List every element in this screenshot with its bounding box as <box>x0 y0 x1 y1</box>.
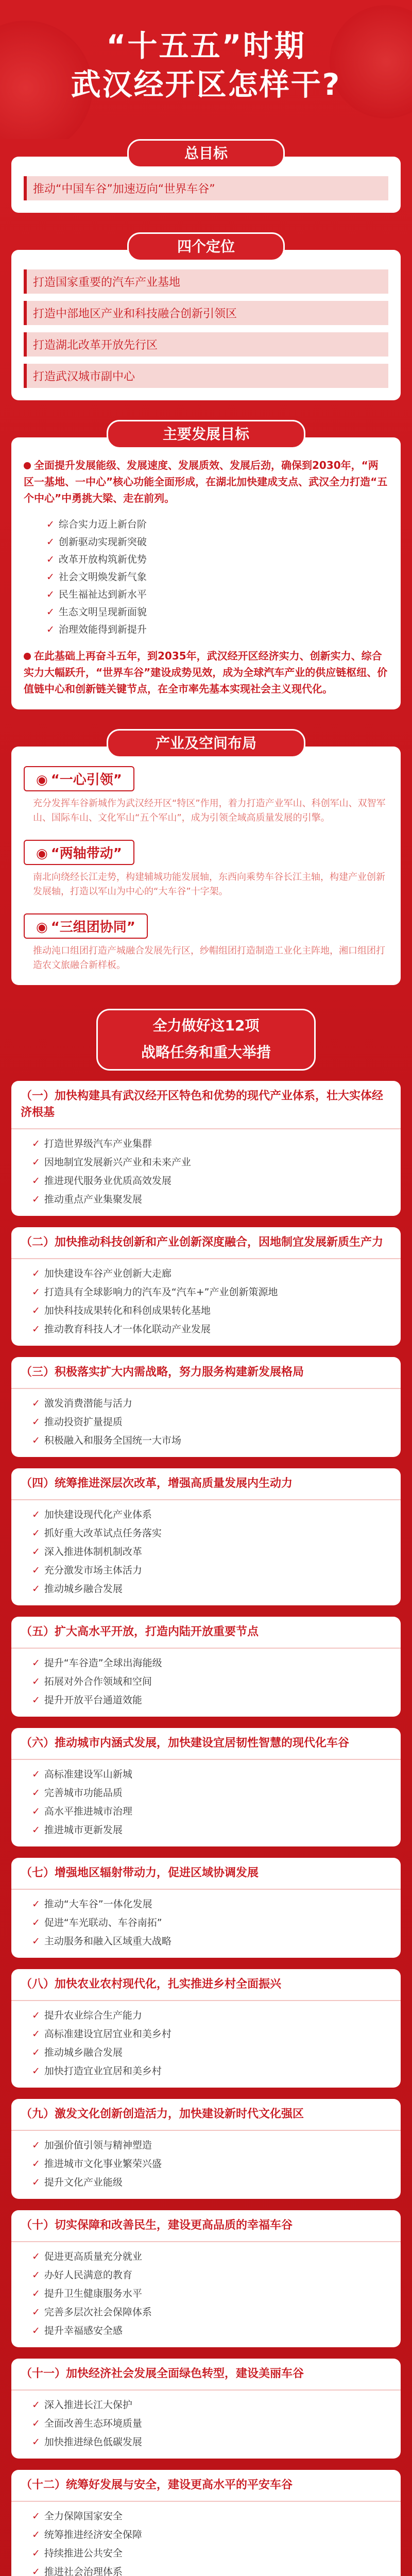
check-icon: ✓ <box>32 2158 40 2170</box>
bullet-dot-icon <box>24 462 31 469</box>
task-card <box>11 2210 401 2347</box>
task-item <box>32 1561 388 1580</box>
check-icon: ✓ <box>32 2529 40 2540</box>
task-item <box>32 1505 388 1524</box>
task-item-text: 深入推进体制机制改革 <box>44 1546 142 1557</box>
check-icon: ✓ <box>32 1676 40 1687</box>
checklist-item: ✓ 治理效能得到新提升 <box>46 624 147 635</box>
task-items <box>11 1890 401 1951</box>
check-icon: ✓ <box>32 2325 40 2336</box>
check-icon: ✓ <box>32 1546 40 1557</box>
task-item <box>32 2544 388 2563</box>
task-item <box>32 1134 388 1153</box>
check-icon: ✓ <box>46 554 55 565</box>
check-icon: ✓ <box>32 1398 40 1409</box>
page-title <box>0 27 412 105</box>
tasks-title-line-2: 战略任务和重大举措 <box>141 1044 271 1061</box>
check-icon: ✓ <box>32 2065 40 2077</box>
task-items <box>11 1500 401 1598</box>
main-goals-text-2: 在此基础上再奋斗五年，到2035年，武汉经开区经济实力、创新实力、综合实力大幅跃升，“世界车谷”建设成势见效，成为全球汽车产业的供应链枢纽、价值链中心和创新链关键节点，在全市率先基本实现社会主义现代化。 <box>24 650 388 695</box>
layout-item <box>24 766 388 825</box>
layout-tag: ◉ “三组团协同” <box>24 913 148 939</box>
layout-desc: 推动沌口组团打造产城融合发展先行区，纱帽组团打造制造工业化主阵地，湘口组团打造农文旅融合新样板。 <box>33 945 385 971</box>
check-icon: ✓ <box>32 1583 40 1595</box>
task-heading: （八）加快农业农村现代化，扎实推进乡村全面振兴 <box>11 1969 401 2001</box>
task-item-text: 统筹推进经济安全保障 <box>44 2529 142 2540</box>
task-item <box>32 1913 388 1932</box>
task-list <box>0 1081 412 2576</box>
task-item-text: 拓展对外合作领域和空间 <box>44 1676 152 1687</box>
task-item <box>32 2043 388 2062</box>
task-card <box>11 1728 401 1846</box>
task-item-text: 完善城市功能品质 <box>44 1787 123 1799</box>
task-item-text: 推动城乡融合发展 <box>44 2047 123 2058</box>
checklist-item: ✓ 改革开放构筑新优势 <box>46 554 147 565</box>
task-heading: （七）增强地区辐射带动力，促进区域协调发展 <box>11 1858 401 1890</box>
task-heading: （十）切实保障和改善民生，建设更高品质的幸福车谷 <box>11 2210 401 2242</box>
checklist-item: ✓ 生态文明呈现新面貌 <box>46 606 147 618</box>
check-icon: ✓ <box>32 1157 40 1168</box>
layout-tag: ◉ “一心引领” <box>24 766 134 791</box>
task-item <box>32 1895 388 1913</box>
checklist-item: ✓ 创新驱动实现新突破 <box>46 536 147 548</box>
task-item-text: 提升卫生健康服务水平 <box>44 2288 142 2299</box>
check-icon: ✓ <box>32 1416 40 1428</box>
task-item-text: 推动教育科技人才一体化联动产业发展 <box>44 1324 211 1335</box>
check-icon: ✓ <box>46 606 55 618</box>
four-positions-card <box>11 250 401 400</box>
task-item <box>32 1932 388 1951</box>
position-item: 打造中部地区产业和科技融合创新引领区 <box>24 301 388 325</box>
check-icon: ✓ <box>32 1824 40 1836</box>
check-icon: ✓ <box>32 2028 40 2040</box>
main-goals-text-1: 全面提升发展能级、发展速度、发展质效、发展后劲，确保到2030年，“两区一基地、一中心”核心功能全面形成，在湖北加快建成支点、武汉全力打造“五个中心”中勇挑大梁、走在前列。 <box>24 459 388 504</box>
task-item <box>32 1283 388 1301</box>
check-icon: ✓ <box>32 1305 40 1316</box>
task-item-text: 加快建设车谷产业创新大走廊 <box>44 1268 171 1279</box>
task-item <box>32 2563 388 2576</box>
check-icon: ✓ <box>32 1899 40 1910</box>
task-item-text: 全力保障国家安全 <box>44 2511 123 2522</box>
check-icon: ✓ <box>32 1138 40 1149</box>
task-item-text: 高水平推进城市治理 <box>44 1806 132 1817</box>
task-item <box>32 2507 388 2526</box>
task-card <box>11 1858 401 1958</box>
task-item-text: 全面改善生态环境质量 <box>44 2418 142 2429</box>
position-item: 打造国家重要的汽车产业基地 <box>24 269 388 294</box>
task-item <box>32 1320 388 1338</box>
main-goals-title: 主要发展目标 <box>107 420 305 449</box>
task-card <box>11 1468 401 1605</box>
check-icon: ✓ <box>46 571 55 583</box>
check-icon: ✓ <box>32 2436 40 2448</box>
task-item-text: 持续推进公共安全 <box>44 2548 123 2559</box>
task-item <box>32 1431 388 1450</box>
check-icon: ✓ <box>32 1435 40 1446</box>
check-icon: ✓ <box>32 1806 40 1817</box>
main-goals-section <box>0 420 412 709</box>
check-icon: ✓ <box>46 536 55 548</box>
title-line-2: 武汉经开区怎样干? <box>71 67 341 103</box>
task-heading: （五）扩大高水平开放，打造内陆开放重要节点 <box>11 1617 401 1649</box>
task-item <box>32 2247 388 2266</box>
task-item <box>32 1413 388 1431</box>
task-item-text: 打造具有全球影响力的汽车及“汽车+”产业创新策源地 <box>44 1286 278 1298</box>
check-icon: ✓ <box>32 2269 40 2281</box>
task-item <box>32 2006 388 2025</box>
task-item-text: 促进“车光联动、车谷南拓” <box>44 1917 162 1928</box>
check-icon: ✓ <box>32 2251 40 2262</box>
task-item <box>32 2303 388 2321</box>
task-item-text: 完善多层次社会保障体系 <box>44 2307 152 2318</box>
task-items <box>11 2131 401 2192</box>
task-item-text: 推进现代服务业优质高效发展 <box>44 1175 171 1187</box>
overall-goal-section <box>0 139 412 213</box>
task-card <box>11 1357 401 1457</box>
layout-card <box>11 747 401 985</box>
layout-desc: 充分发挥车谷新城作为武汉经开区“特区”作用，着力打造产业军山、科创军山、双智军山、国际车山、文化军山“五个军山”，成为引领全域高质量发展的引擎。 <box>33 798 386 823</box>
task-item <box>32 1580 388 1598</box>
task-item-text: 加强价值引领与精神塑造 <box>44 2140 152 2151</box>
layout-tag: ◉ “两轴带动” <box>24 840 134 865</box>
task-item-text: 高标准建设军山新城 <box>44 1769 132 1780</box>
check-icon: ✓ <box>32 2010 40 2021</box>
overall-goal-item: 推动“中国车谷”加速迈向“世界车谷” <box>24 176 388 200</box>
task-item <box>32 1691 388 1709</box>
check-icon: ✓ <box>46 519 55 530</box>
task-items <box>11 2242 401 2340</box>
task-item-text: 打造世界级汽车产业集群 <box>44 1138 152 1149</box>
check-icon: ✓ <box>32 1787 40 1799</box>
task-item-text: 推进城市文化事业繁荣兴盛 <box>44 2158 162 2170</box>
check-icon: ✓ <box>32 1268 40 1279</box>
checklist-item: ✓ 民生福祉达到新水平 <box>46 589 147 600</box>
task-item-text: 推动重点产业集聚发展 <box>44 1194 142 1205</box>
task-item-text: 加快建设现代化产业体系 <box>44 1509 152 1520</box>
check-icon: ✓ <box>32 2177 40 2188</box>
check-icon: ✓ <box>32 2047 40 2058</box>
four-positions-section <box>0 232 412 400</box>
task-item-text: 抓好重大改革试点任务落实 <box>44 1528 162 1539</box>
task-item-text: 积极融入和服务全国统一大市场 <box>44 1435 181 1446</box>
task-card <box>11 1227 401 1346</box>
layout-item <box>24 840 388 899</box>
check-icon: ✓ <box>32 2140 40 2151</box>
task-item <box>32 1802 388 1821</box>
task-item <box>32 2284 388 2303</box>
task-item <box>32 2414 388 2433</box>
task-item-text: 激发消费潜能与活力 <box>44 1398 132 1409</box>
task-item <box>32 1784 388 1802</box>
task-item-text: 充分激发市场主体活力 <box>44 1565 142 1576</box>
task-items <box>11 2391 401 2451</box>
overall-goal-title: 总目标 <box>127 139 285 168</box>
task-item-text: 主动服务和融入区域重大战略 <box>44 1936 171 1947</box>
task-items <box>11 1259 401 1338</box>
task-item-text: 加快推进绿色低碳发展 <box>44 2436 142 2448</box>
task-item-text: 提升开放平台通道效能 <box>44 1694 142 1706</box>
position-item: 打造武汉城市副中心 <box>24 364 388 388</box>
position-item: 打造湖北改革开放先行区 <box>24 332 388 357</box>
task-item <box>32 2266 388 2284</box>
task-item-text: 推动城乡融合发展 <box>44 1583 123 1595</box>
check-icon: ✓ <box>32 1528 40 1539</box>
task-heading: （十二）统筹好发展与安全，建设更高水平的平安车谷 <box>11 2470 401 2502</box>
task-items <box>11 1649 401 1709</box>
task-item-text: 推动投资扩量提质 <box>44 1416 123 1428</box>
task-item <box>32 2526 388 2544</box>
task-item-text: 加快打造宜业宜居和美乡村 <box>44 2065 162 2077</box>
bullet-dot-icon <box>24 653 31 660</box>
task-item-text: 因地制宜发展新兴产业和未来产业 <box>44 1157 191 1168</box>
task-card <box>11 1617 401 1717</box>
task-item <box>32 1821 388 1839</box>
task-card <box>11 2470 401 2576</box>
task-card <box>11 2359 401 2459</box>
task-heading: （一）加快构建具有武汉经开区特色和优势的现代产业体系，壮大实体经济根基 <box>11 1081 401 1129</box>
check-icon: ✓ <box>32 1194 40 1205</box>
task-item-text: 提升幸福感安全感 <box>44 2325 123 2336</box>
task-item <box>32 1172 388 1190</box>
layout-section <box>0 729 412 985</box>
check-icon: ✓ <box>32 2399 40 2411</box>
check-icon: ✓ <box>32 2418 40 2429</box>
main-goals-paragraph-2 <box>24 648 388 697</box>
check-icon: ✓ <box>32 2307 40 2318</box>
task-item <box>32 1524 388 1543</box>
task-item <box>32 1394 388 1413</box>
task-heading: （九）激发文化创新创造活力，加快建设新时代文化强区 <box>11 2099 401 2131</box>
task-item-text: 高标准建设宜居宜业和美乡村 <box>44 2028 171 2040</box>
task-heading: （六）推动城市内涵式发展，加快建设宜居韧性智慧的现代化车谷 <box>11 1728 401 1760</box>
check-icon: ✓ <box>32 1694 40 1706</box>
task-items <box>11 2001 401 2080</box>
task-item <box>32 2136 388 2155</box>
task-item <box>32 1654 388 1672</box>
task-item <box>32 1543 388 1561</box>
check-icon: ✓ <box>32 1286 40 1298</box>
layout-item <box>24 913 388 973</box>
task-item-text: 办好人民满意的教育 <box>44 2269 132 2281</box>
task-item <box>32 2062 388 2080</box>
task-item-text: 加快科技成果转化和科创成果转化基地 <box>44 1305 211 1316</box>
tasks-section <box>0 1009 412 2576</box>
task-heading: （三）积极落实扩大内需战略，努力服务构建新发展格局 <box>11 1357 401 1389</box>
task-item <box>32 2155 388 2173</box>
checklist-item: ✓ 综合实力迈上新台阶 <box>46 519 147 530</box>
task-item-text: 推进城市更新发展 <box>44 1824 123 1836</box>
task-items <box>11 1389 401 1450</box>
task-item <box>32 2433 388 2451</box>
main-goals-checklist <box>46 516 388 638</box>
tasks-title-line-1: 全力做好这12项 <box>152 1017 260 1034</box>
check-icon: ✓ <box>32 2511 40 2522</box>
check-icon: ✓ <box>32 1175 40 1187</box>
main-goals-paragraph-1 <box>24 457 388 506</box>
check-icon: ✓ <box>32 1324 40 1335</box>
check-icon: ✓ <box>32 1936 40 1947</box>
check-icon: ✓ <box>32 1509 40 1520</box>
task-card <box>11 2099 401 2199</box>
task-item-text: 推进社会治理体系 <box>44 2566 123 2576</box>
task-item-text: 提升“车谷造”全球出海能级 <box>44 1657 162 1669</box>
task-heading: （十一）加快经济社会发展全面绿色转型，建设美丽车谷 <box>11 2359 401 2391</box>
task-item <box>32 1264 388 1283</box>
location-pin-icon: ◉ <box>36 846 48 861</box>
check-icon: ✓ <box>32 2288 40 2299</box>
task-item-text: 深入推进长江大保护 <box>44 2399 132 2411</box>
location-pin-icon: ◉ <box>36 920 48 935</box>
task-item <box>32 1153 388 1172</box>
task-item-text: 提升农业综合生产能力 <box>44 2010 142 2021</box>
check-icon: ✓ <box>32 2548 40 2559</box>
check-icon: ✓ <box>32 1769 40 1780</box>
title-line-1: “十五五”时期 <box>106 28 306 63</box>
task-items <box>11 1129 401 1209</box>
task-item-text: 提升文化产业能级 <box>44 2177 123 2188</box>
task-heading: （四）统筹推进深层次改革，增强高质量发展内生动力 <box>11 1468 401 1500</box>
check-icon: ✓ <box>32 1657 40 1669</box>
task-items <box>11 1760 401 1839</box>
location-pin-icon: ◉ <box>36 772 48 788</box>
task-item <box>32 1765 388 1784</box>
task-item-text: 推动“大车谷”一体化发展 <box>44 1899 152 1910</box>
layout-desc: 南北向绕经长江走势，构建辅城功能发展轴，东西向乘势车谷长江主轴，构建产业创新发展轴，打造以军山为中心的“大车谷”十字架。 <box>33 872 385 897</box>
four-positions-title: 四个定位 <box>127 232 285 261</box>
task-item <box>32 2025 388 2043</box>
task-heading: （二）加快推动科技创新和产业创新深度融合，因地制宜发展新质生产力 <box>11 1227 401 1259</box>
task-item <box>32 1190 388 1209</box>
task-items <box>11 2502 401 2576</box>
tasks-title <box>96 1009 316 1071</box>
task-card <box>11 1969 401 2088</box>
main-goals-card <box>11 437 401 709</box>
check-icon: ✓ <box>32 2566 40 2576</box>
checklist-item: ✓ 社会文明焕发新气象 <box>46 571 147 583</box>
task-item <box>32 1672 388 1691</box>
task-item <box>32 2321 388 2340</box>
task-card <box>11 1081 401 1216</box>
check-icon: ✓ <box>46 624 55 635</box>
task-item <box>32 2173 388 2192</box>
check-icon: ✓ <box>46 589 55 600</box>
task-item <box>32 2396 388 2414</box>
header-banner <box>0 0 412 139</box>
task-item-text: 促进更高质量充分就业 <box>44 2251 142 2262</box>
check-icon: ✓ <box>32 1917 40 1928</box>
task-item <box>32 1301 388 1320</box>
check-icon: ✓ <box>32 1565 40 1576</box>
layout-title: 产业及空间布局 <box>107 729 305 758</box>
